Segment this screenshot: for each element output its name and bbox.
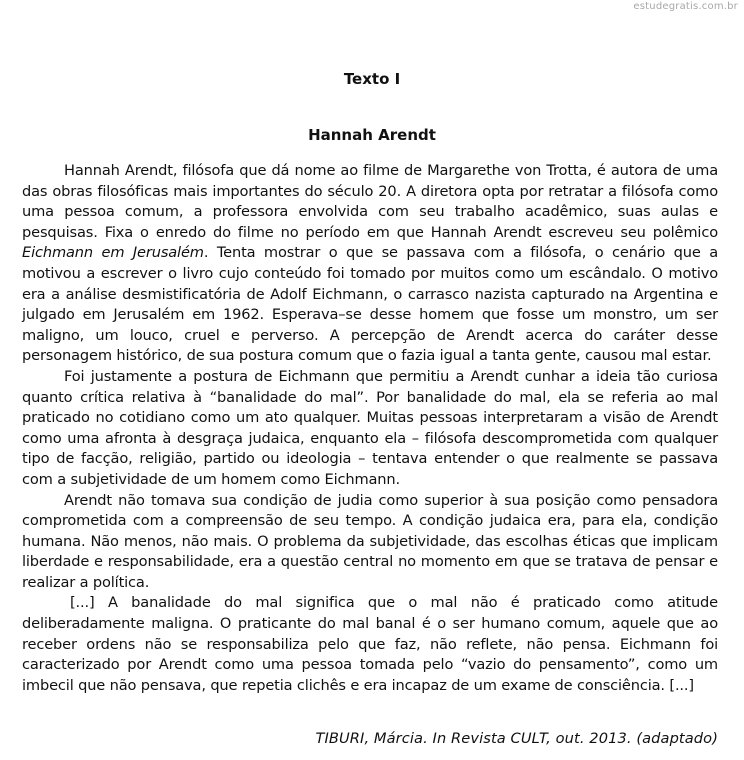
article-body [22, 161, 718, 696]
paragraph-2: Foi justamente a postura de Eichmann que permitiu a Arendt cunhar a ideia tão curiosa quanto crítica relativa à “banalidade do mal”. Por banalidade do mal, ela se referia ao mal praticado no cotidiano como um ato qualquer. Muitas pessoas interpretaram a visão de Arendt como uma afronta à desgraça judaica, enquanto ela – filósofa descomprometida com qualquer tipo de facção, religião, partido ou ideologia – tentava entender o que realmente se passava com a subjetividade de um homem como Eichmann. [22, 367, 718, 488]
text-label: Texto I [343, 70, 401, 88]
paragraph-4: [...] A banalidade do mal significa que o mal não é praticado como atitude deliberadamente maligna. O praticante do mal banal é o ser humano comum, aquele que ao receber ordens não se responsabiliza pelo que faz, não reflete, não pensa. Eichmann foi caracterizado por Arendt como uma pessoa tomada pelo “vazio do pensamento”, como um imbecil que não pensava, que repetia clichês e era incapaz de um exame de consciência. [...] [22, 594, 718, 694]
paragraph-1 [22, 161, 718, 367]
source-citation: TIBURI, Márcia. In Revista CULT, out. 2013. (adaptado) [315, 730, 718, 747]
paragraph-3: Arendt não tomava sua condição de judia como superior à sua posição como pensadora comprometida com a compreensão de seu tempo. A condição judaica era, para ela, condição humana. Não menos, não mais. O problema da subjetividade, das escolhas éticas que implicam liberdade e responsabilidade, era a questão central no momento em que se tratava de pensar e realizar a política. [22, 491, 718, 591]
paragraph-1-text-a: Hannah Arendt, filósofa que dá nome ao filme de Margarethe von Trotta, é autora de uma das obras filosóficas mais importantes do século 20. A diretora opta por retratar a filósofa como uma pessoa comum, a professora envolvida com seu trabalho acadêmico, suas aulas e pesquisas. Fixa o enredo do filme no período em que Hannah Arendt escreveu seu polêmico [22, 162, 718, 241]
paragraph-1-text-b: . Tenta mostrar o que se passava com a filósofa, o cenário que a motivou a escrever o livro cujo conteúdo foi tomado por muitos como um escândalo. O motivo era a análise desmistificatória de Adolf Eichmann, o carrasco nazista capturado na Argentina e julgado em Jerusalém em 1962. Esperava–se desse homem que fosse um monstro, um ser maligno, um louco, cruel e perverso. A percepção de Arendt acerca do caráter desse personagem histórico, de sua postura comum que o fazia igual a tanta gente, causou mal estar. [22, 244, 719, 365]
article-title: Hannah Arendt [308, 126, 436, 144]
site-watermark: estudegratis.com.br [633, 1, 738, 12]
book-title: Eichmann em Jerusalém [22, 244, 204, 262]
